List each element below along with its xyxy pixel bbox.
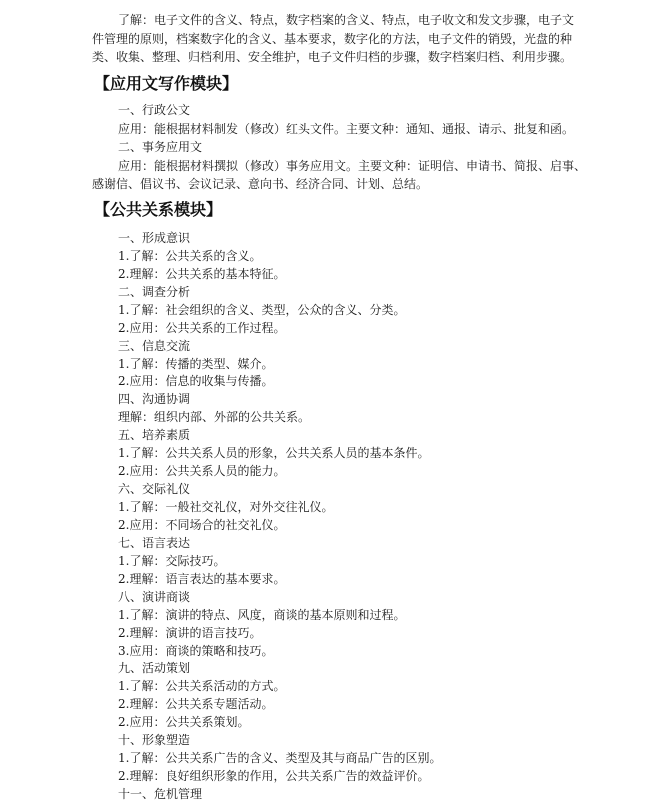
pr-list-line: 七、语言表达 xyxy=(118,536,191,550)
pr-list-line: 理解：组织内部、外部的公共关系。 xyxy=(118,410,311,424)
pr-list-line: 2.理解：公共关系专题活动。 xyxy=(118,697,274,711)
subsection-body: 应用：能根据材料制发（修改）红头文件。主要文种：通知、通报、请示、批复和函。 xyxy=(118,122,575,136)
section-heading-applied-writing: 【应用文写作模块】 xyxy=(94,74,239,93)
pr-list-line: 四、沟通协调 xyxy=(118,392,191,406)
pr-list-line: 2.应用：公共关系的工作过程。 xyxy=(118,321,286,335)
pr-list-line: 1.了解：公共关系人员的形象，公共关系人员的基本条件。 xyxy=(118,446,430,460)
pr-list-line: 2.理解：演讲的语言技巧。 xyxy=(118,626,262,640)
pr-list-line: 1.了解：演讲的特点、风度，商谈的基本原则和过程。 xyxy=(118,608,406,622)
pr-list-line: 2.应用：公共关系人员的能力。 xyxy=(118,464,286,478)
pr-list-line: 五、培养素质 xyxy=(118,428,191,442)
section-heading-public-relations: 【公共关系模块】 xyxy=(94,200,223,219)
pr-list-line: 2.应用：公共关系策划。 xyxy=(118,715,250,729)
pr-list-line: 1.了解：公共关系活动的方式。 xyxy=(118,679,286,693)
subsection-body: 感谢信、倡议书、会议记录、意向书、经济合同、计划、总结。 xyxy=(92,177,429,191)
pr-list-line: 1.了解：传播的类型、媒介。 xyxy=(118,357,274,371)
pr-list-line: 1.了解：交际技巧。 xyxy=(118,554,226,568)
pr-list-line: 2.理解：良好组织形象的作用，公共关系广告的效益评价。 xyxy=(118,769,430,783)
pr-list-line: 一、形成意识 xyxy=(118,231,191,245)
pr-list-line: 2.理解：语言表达的基本要求。 xyxy=(118,572,286,586)
pr-list-line: 三、信息交流 xyxy=(118,339,191,353)
pr-list-line: 二、调查分析 xyxy=(118,285,191,299)
pr-list-line: 八、演讲商谈 xyxy=(118,590,191,604)
pr-list-line: 九、活动策划 xyxy=(118,661,191,675)
intro-line-1: 了解：电子文件的含义、特点，数字档案的含义、特点，电子收文和发文步骤，电子文 xyxy=(118,13,575,27)
pr-list-line: 2.理解：公共关系的基本特征。 xyxy=(118,267,286,281)
subsection-title: 一、行政公文 xyxy=(118,103,191,117)
pr-list-line: 1.了解：公共关系广告的含义、类型及其与商品广告的区别。 xyxy=(118,751,442,765)
pr-list-line: 3.应用：商谈的策略和技巧。 xyxy=(118,644,274,658)
pr-list-line: 六、交际礼仪 xyxy=(118,482,191,496)
pr-list-line: 2.应用：不同场合的社交礼仪。 xyxy=(118,518,286,532)
pr-list-line: 十一、危机管理 xyxy=(118,787,203,801)
intro-line-2: 件管理的原则，档案数字化的含义、基本要求，数字化的方法，电子文件的销毁，光盘的种 xyxy=(92,32,573,46)
intro-line-3: 类、收集、整理、归档利用、安全维护，电子文件归档的步骤，数字档案归档、利用步骤。 xyxy=(92,50,573,64)
pr-list-line: 2.应用：信息的收集与传播。 xyxy=(118,374,274,388)
pr-list-line: 1.了解：社会组织的含义、类型，公众的含义、分类。 xyxy=(118,303,406,317)
pr-list-line: 十、形象塑造 xyxy=(118,733,191,747)
subsection-body: 应用：能根据材料撰拟（修改）事务应用文。主要文种：证明信、申请书、简报、启事、 xyxy=(118,159,587,173)
pr-list-line: 1.了解：公共关系的含义。 xyxy=(118,249,262,263)
pr-list-line: 1.了解：一般社交礼仪，对外交往礼仪。 xyxy=(118,500,334,514)
subsection-title: 二、事务应用文 xyxy=(118,140,203,154)
